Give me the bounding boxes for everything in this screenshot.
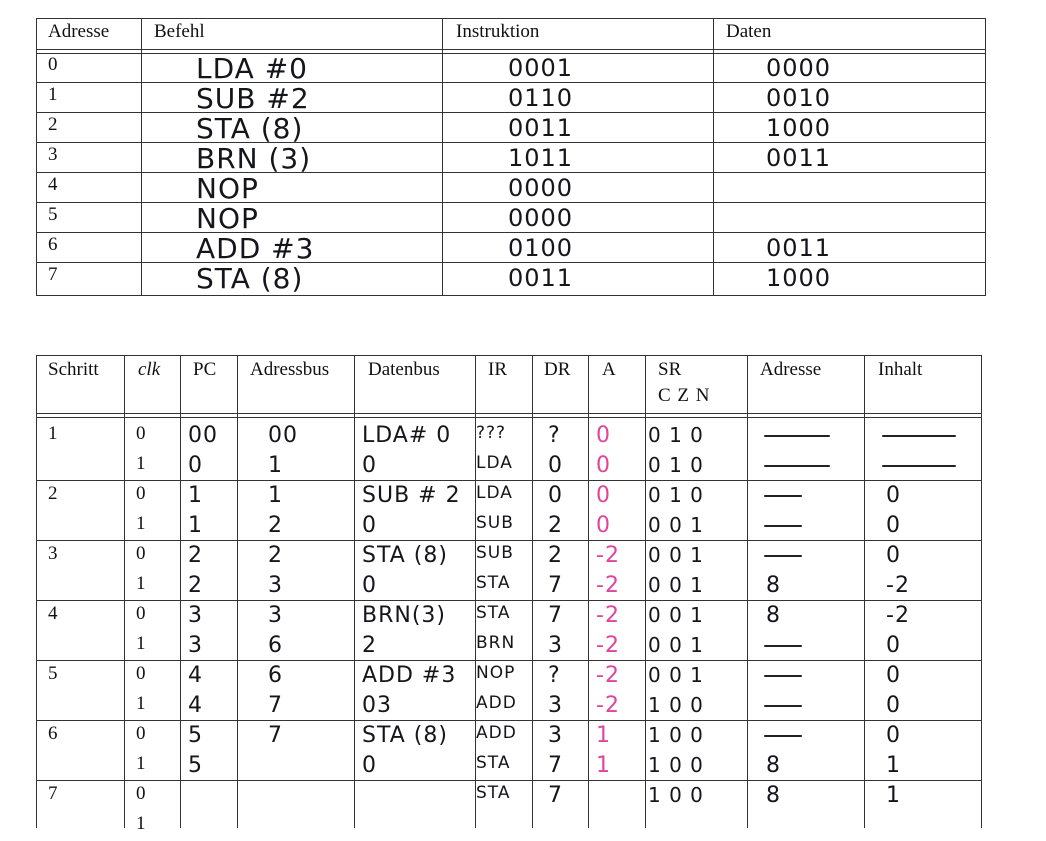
trace-row	[36, 781, 982, 811]
header-adresse: Adresse	[48, 21, 110, 42]
memory-row	[36, 174, 986, 204]
cell-instruktion: 1011	[508, 144, 574, 172]
cell-ir: STA	[476, 573, 511, 593]
cell-adressbus: 00	[268, 423, 298, 448]
cell-adresse: 8	[766, 783, 781, 808]
cell-dr: 3	[548, 723, 563, 748]
empty-dash	[764, 495, 802, 497]
cell-inhalt: 0	[886, 543, 901, 568]
cell-sr: 0 1 0	[648, 453, 704, 477]
header-datenbus: Datenbus	[368, 359, 440, 380]
header-inhalt: Inhalt	[878, 359, 923, 380]
cell-adressbus: 6	[268, 663, 283, 688]
cell-daten: 0011	[766, 234, 832, 262]
header-ir: IR	[488, 359, 507, 380]
cell-adressbus: 1	[268, 453, 283, 478]
cell-inhalt: 0	[886, 693, 901, 718]
empty-dash	[764, 465, 830, 467]
cell-datenbus: 0	[362, 453, 377, 478]
cell-adresse: 4	[48, 174, 58, 195]
cell-clk: 1	[136, 513, 146, 534]
empty-dash	[764, 735, 802, 737]
cell-datenbus: ADD #3	[362, 663, 457, 688]
cell-adressbus: 3	[268, 573, 283, 598]
cell-clk: 1	[136, 573, 146, 594]
empty-dash	[764, 645, 802, 647]
cell-befehl: SUB #2	[196, 82, 310, 115]
cell-sr: 1 0 0	[648, 693, 704, 717]
cell-datenbus: BRN(3)	[362, 603, 446, 628]
cell-befehl: LDA #0	[196, 52, 308, 85]
cell-adresse: 6	[48, 234, 58, 255]
cell-clk: 0	[136, 423, 146, 444]
cell-clk: 1	[136, 633, 146, 654]
cell-daten: 1000	[766, 264, 832, 292]
cell-a: 1	[596, 723, 611, 748]
trace-row	[36, 541, 982, 571]
empty-dash	[882, 435, 956, 437]
cell-ir: BRN	[476, 633, 516, 653]
cell-pc: 1	[188, 513, 203, 538]
header-schritt: Schritt	[48, 359, 99, 380]
cell-daten: 0011	[766, 144, 832, 172]
cell-befehl: ADD #3	[196, 232, 315, 265]
cell-dr: 3	[548, 693, 563, 718]
trace-row	[36, 811, 982, 841]
cell-sr: 0 0 1	[648, 573, 704, 597]
empty-dash	[764, 525, 802, 527]
cell-befehl: STA (8)	[196, 262, 304, 295]
cell-inhalt: 0	[886, 723, 901, 748]
cell-dr: 7	[548, 783, 563, 808]
cell-datenbus: 0	[362, 753, 377, 778]
cell-adresse: 8	[766, 753, 781, 778]
cell-pc: 5	[188, 723, 203, 748]
cell-datenbus: LDA# 0	[362, 423, 452, 448]
cell-inhalt: 0	[886, 633, 901, 658]
cell-ir: NOP	[476, 663, 516, 683]
cell-pc: 0	[188, 453, 203, 478]
memory-row	[36, 234, 986, 264]
cell-sr: 0 0 1	[648, 633, 704, 657]
cell-ir: ADD	[476, 693, 517, 713]
empty-dash	[764, 435, 830, 437]
cell-schritt: 1	[48, 423, 58, 444]
empty-dash	[764, 705, 802, 707]
memory-row	[36, 84, 986, 114]
cell-adressbus: 7	[268, 693, 283, 718]
cell-schritt: 5	[48, 663, 58, 684]
cell-a: 0	[596, 453, 611, 478]
cell-pc: 1	[188, 483, 203, 508]
cell-pc: 3	[188, 633, 203, 658]
cell-dr: 0	[548, 453, 563, 478]
cell-datenbus: SUB # 2	[362, 483, 461, 508]
header-dr: DR	[544, 359, 571, 380]
cell-datenbus: STA (8)	[362, 543, 448, 568]
cell-pc: 00	[188, 423, 218, 448]
header-adressbus: Adressbus	[250, 359, 330, 380]
cell-daten: 0000	[766, 54, 832, 82]
cell-sr: 0 0 1	[648, 543, 704, 567]
cell-a: -2	[596, 573, 620, 598]
cell-inhalt: 1	[886, 783, 901, 808]
cell-pc: 5	[188, 753, 203, 778]
header-daten: Daten	[726, 21, 772, 42]
cell-adressbus: 7	[268, 723, 283, 748]
cell-dr: ?	[548, 423, 561, 448]
cell-pc: 2	[188, 543, 203, 568]
cell-clk: 0	[136, 603, 146, 624]
header-sr: SR	[658, 359, 682, 380]
cell-sr: 0 0 1	[648, 603, 704, 627]
empty-dash	[882, 465, 956, 467]
trace-row	[36, 631, 982, 661]
cell-ir: SUB	[476, 543, 514, 563]
cell-ir: SUB	[476, 513, 514, 533]
cell-schritt: 7	[48, 783, 58, 804]
cell-a: -2	[596, 633, 620, 658]
cell-clk: 0	[136, 663, 146, 684]
cell-datenbus: 0	[362, 513, 377, 538]
cell-ir: STA	[476, 753, 511, 773]
cell-ir: STA	[476, 783, 511, 803]
cell-dr: 7	[548, 603, 563, 628]
cell-adressbus: 2	[268, 543, 283, 568]
cell-clk: 0	[136, 723, 146, 744]
cell-adresse: 5	[48, 204, 58, 225]
cell-adresse: 8	[766, 603, 781, 628]
cell-inhalt: 0	[886, 483, 901, 508]
header-clk: clk	[138, 359, 161, 380]
cell-dr: 0	[548, 483, 563, 508]
cell-ir: LDA	[476, 483, 513, 503]
cell-sr: 0 0 1	[648, 513, 704, 537]
cell-instruktion: 0001	[508, 54, 574, 82]
cell-pc: 2	[188, 573, 203, 598]
trace-row	[36, 721, 982, 751]
cell-adresse: 7	[48, 264, 58, 285]
cell-sr: 0 1 0	[648, 483, 704, 507]
cell-clk: 0	[136, 483, 146, 504]
trace-row	[36, 421, 982, 451]
cell-befehl: NOP	[196, 202, 259, 235]
cell-instruktion: 0000	[508, 174, 574, 202]
trace-row	[36, 751, 982, 781]
cell-clk: 1	[136, 453, 146, 474]
header-pc: PC	[193, 359, 217, 380]
cell-inhalt: 1	[886, 753, 901, 778]
cell-a: 0	[596, 483, 611, 508]
cell-schritt: 2	[48, 483, 58, 504]
cell-a: -2	[596, 543, 620, 568]
cell-clk: 1	[136, 813, 146, 834]
cell-adressbus: 2	[268, 513, 283, 538]
cell-ir: STA	[476, 603, 511, 623]
trace-row	[36, 451, 982, 481]
cell-dr: 3	[548, 633, 563, 658]
cell-befehl: NOP	[196, 172, 259, 205]
cell-adresse: 3	[48, 144, 58, 165]
cell-instruktion: 0011	[508, 264, 574, 292]
cell-sr: 1 0 0	[648, 723, 704, 747]
cell-befehl: BRN (3)	[196, 142, 312, 175]
cell-pc: 3	[188, 603, 203, 628]
cell-ir: ADD	[476, 723, 517, 743]
cell-adressbus: 6	[268, 633, 283, 658]
header-a: A	[602, 359, 616, 380]
trace-row	[36, 571, 982, 601]
cell-datenbus: 03	[362, 693, 392, 718]
cell-schritt: 6	[48, 723, 58, 744]
cell-instruktion: 0100	[508, 234, 574, 262]
cell-dr: 7	[548, 573, 563, 598]
memory-row	[36, 54, 986, 84]
cell-dr: 2	[548, 543, 563, 568]
cell-befehl: STA (8)	[196, 112, 304, 145]
cell-clk: 1	[136, 753, 146, 774]
header-sr-flags: C Z N	[658, 385, 711, 406]
trace-row	[36, 601, 982, 631]
cell-dr: 7	[548, 753, 563, 778]
cell-clk: 0	[136, 543, 146, 564]
cell-dr: ?	[548, 663, 561, 688]
cell-sr: 1 0 0	[648, 753, 704, 777]
cell-a: -2	[596, 663, 620, 688]
cell-instruktion: 0000	[508, 204, 574, 232]
cell-pc: 4	[188, 663, 203, 688]
cell-adresse: 1	[48, 84, 58, 105]
cell-a: -2	[596, 693, 620, 718]
cell-sr: 0 1 0	[648, 423, 704, 447]
cell-adresse: 0	[48, 54, 58, 75]
cell-a: 0	[596, 513, 611, 538]
cell-schritt: 3	[48, 543, 58, 564]
cell-pc: 4	[188, 693, 203, 718]
memory-row	[36, 264, 986, 294]
cell-adresse: 2	[48, 114, 58, 135]
cell-sr: 1 0 0	[648, 783, 704, 807]
header-befehl: Befehl	[154, 21, 205, 42]
memory-row	[36, 204, 986, 234]
cell-ir: ???	[476, 423, 507, 443]
cell-clk: 0	[136, 783, 146, 804]
cell-datenbus: 0	[362, 573, 377, 598]
cell-daten: 1000	[766, 114, 832, 142]
cell-a: 1	[596, 753, 611, 778]
cell-inhalt: 0	[886, 663, 901, 688]
cell-a: -2	[596, 603, 620, 628]
memory-row	[36, 114, 986, 144]
trace-row	[36, 691, 982, 721]
header-instruktion: Instruktion	[456, 21, 540, 42]
memory-row	[36, 144, 986, 174]
cell-inhalt: -2	[886, 603, 910, 628]
cell-clk: 1	[136, 693, 146, 714]
cell-datenbus: 2	[362, 633, 377, 658]
cell-datenbus: STA (8)	[362, 723, 448, 748]
cell-inhalt: -2	[886, 573, 910, 598]
trace-row	[36, 661, 982, 691]
cell-sr: 0 0 1	[648, 663, 704, 687]
memory-table	[36, 18, 986, 296]
empty-dash	[764, 555, 802, 557]
header-adresse: Adresse	[760, 359, 822, 380]
cell-schritt: 4	[48, 603, 58, 624]
trace-row	[36, 481, 982, 511]
empty-dash	[764, 675, 802, 677]
cell-instruktion: 0110	[508, 84, 574, 112]
cell-adressbus: 1	[268, 483, 283, 508]
cell-ir: LDA	[476, 453, 513, 473]
cell-adressbus: 3	[268, 603, 283, 628]
cell-instruktion: 0011	[508, 114, 574, 142]
cell-dr: 2	[548, 513, 563, 538]
trace-row	[36, 511, 982, 541]
trace-table	[36, 355, 982, 834]
cell-inhalt: 0	[886, 513, 901, 538]
cell-adresse: 8	[766, 573, 781, 598]
cell-a: 0	[596, 423, 611, 448]
cell-daten: 0010	[766, 84, 832, 112]
